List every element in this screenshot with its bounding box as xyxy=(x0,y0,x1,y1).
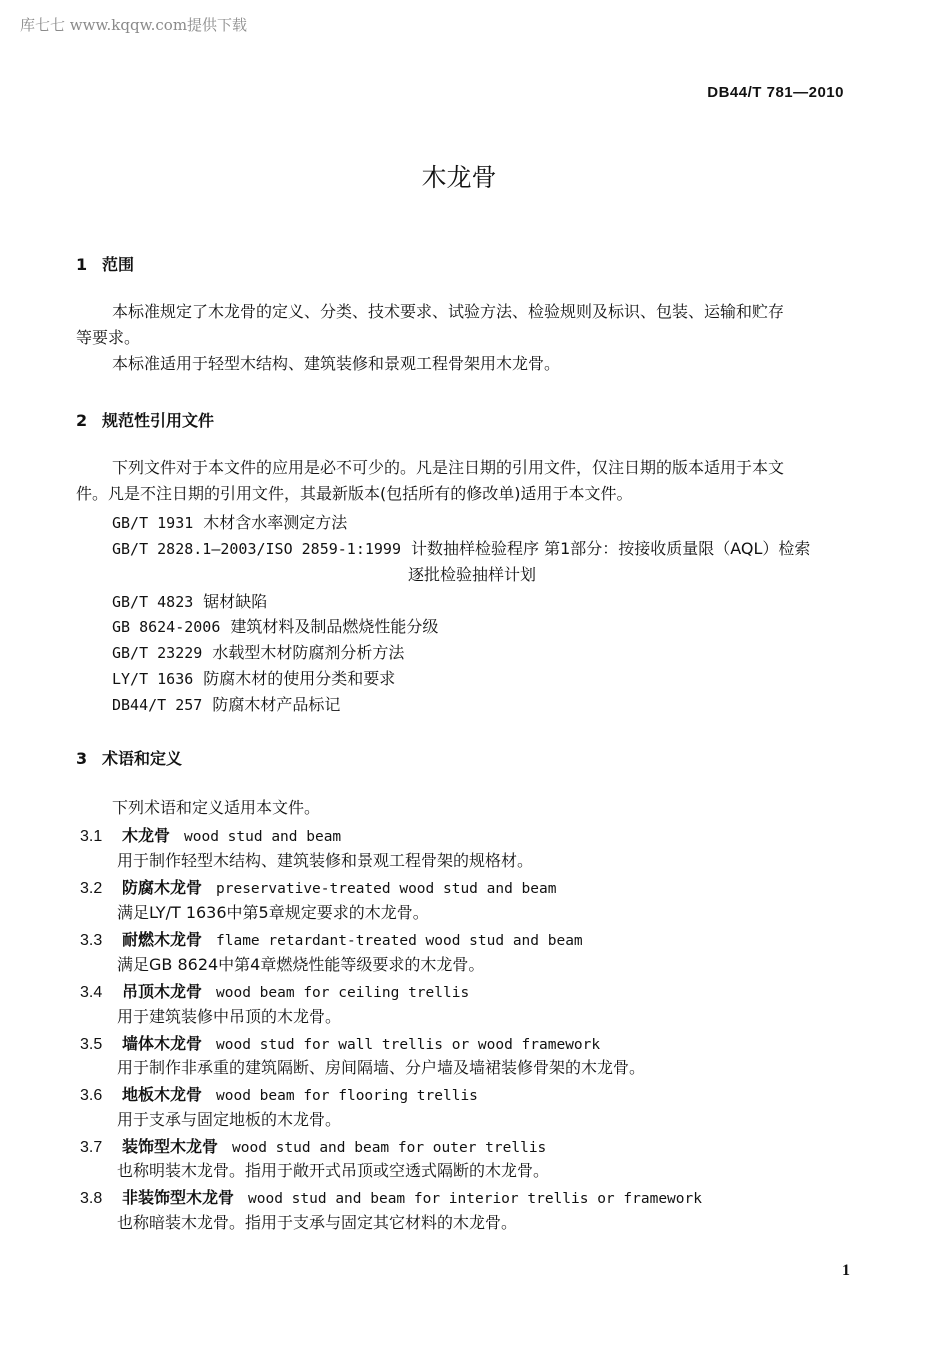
term-definition: 满足GB 8624中第4章燃烧性能等级要求的木龙骨。 xyxy=(117,955,485,974)
reference-code: GB/T 1931 xyxy=(112,514,194,532)
term-chinese: 墙体木龙骨 xyxy=(122,1034,203,1053)
section-title: 术语和定义 xyxy=(102,749,183,768)
reference-item xyxy=(112,536,810,559)
reference-name: 防腐木材的使用分类和要求 xyxy=(203,669,396,688)
term-english: wood stud for wall trellis or wood framework xyxy=(216,1037,601,1053)
reference-name: 木材含水率测定方法 xyxy=(203,513,348,532)
reference-code: GB/T 4823 xyxy=(112,593,194,611)
term-definition: 用于制作非承重的建筑隔断、房间隔墙、分户墙及墙裙装修骨架的木龙骨。 xyxy=(117,1058,646,1077)
term-heading xyxy=(80,927,583,950)
term-chinese: 非装饰型木龙骨 xyxy=(122,1188,235,1207)
section-2-heading xyxy=(76,408,214,431)
term-chinese: 防腐木龙骨 xyxy=(122,878,203,897)
term-number: 3.7 xyxy=(80,1139,103,1156)
term-chinese: 耐燃木龙骨 xyxy=(122,930,203,949)
term-number: 3.6 xyxy=(80,1087,103,1104)
reference-name-cont: 逐批检验抽样计划 xyxy=(408,565,537,584)
term-heading xyxy=(80,979,469,1002)
section-3-heading xyxy=(76,746,182,769)
reference-item xyxy=(112,589,267,612)
term-heading xyxy=(80,823,341,846)
section-number: 2 xyxy=(76,411,88,430)
section-1-heading xyxy=(76,252,134,275)
reference-name: 计数抽样检验程序 第1部分：按接收质量限（AQL）检索 xyxy=(410,539,811,558)
term-number: 3.3 xyxy=(80,932,103,949)
term-english: wood stud and beam xyxy=(184,829,342,845)
reference-name: 锯材缺陷 xyxy=(203,592,268,611)
reference-item xyxy=(112,510,347,533)
term-english: wood beam for flooring trellis xyxy=(216,1088,478,1104)
section-number: 1 xyxy=(76,255,88,274)
term-english: wood beam for ceiling trellis xyxy=(216,985,470,1001)
term-definition: 用于支承与固定地板的木龙骨。 xyxy=(117,1110,342,1129)
reference-name: 防腐木材产品标记 xyxy=(212,695,341,714)
term-heading xyxy=(80,1031,600,1054)
term-chinese: 地板木龙骨 xyxy=(122,1085,203,1104)
reference-code: GB 8624-2006 xyxy=(112,618,221,636)
reference-name: 水载型木材防腐剂分析方法 xyxy=(212,643,405,662)
term-number: 3.1 xyxy=(80,828,103,845)
term-number: 3.4 xyxy=(80,984,103,1001)
reference-item xyxy=(112,666,395,689)
reference-code: LY/T 1636 xyxy=(112,670,194,688)
standard-number: DB44/T 781—2010 xyxy=(707,84,844,101)
term-english: wood stud and beam for outer trellis xyxy=(232,1140,547,1156)
reference-code: GB/T 2828.1—2003/ISO 2859-1:1999 xyxy=(112,540,401,558)
page-number: 1 xyxy=(842,1262,850,1279)
section-title: 规范性引用文件 xyxy=(102,411,215,430)
term-heading xyxy=(80,1185,702,1208)
term-definition: 用于建筑装修中吊顶的木龙骨。 xyxy=(117,1007,342,1026)
reference-item xyxy=(112,692,340,715)
reference-name: 建筑材料及制品燃烧性能分级 xyxy=(230,617,439,636)
term-definition: 也称暗装木龙骨。指用于支承与固定其它材料的木龙骨。 xyxy=(117,1213,518,1232)
term-english: flame retardant-treated wood stud and beam xyxy=(216,933,583,949)
term-number: 3.2 xyxy=(80,880,103,897)
reference-code: GB/T 23229 xyxy=(112,644,203,662)
reference-code: DB44/T 257 xyxy=(112,696,203,714)
watermark: 库七七 www.kqqw.com提供下载 xyxy=(20,16,248,34)
term-heading xyxy=(80,875,556,898)
term-definition: 也称明装木龙骨。指用于敞开式吊顶或空透式隔断的木龙骨。 xyxy=(117,1161,550,1180)
term-definition: 用于制作轻型木结构、建筑装修和景观工程骨架的规格材。 xyxy=(117,851,534,870)
term-definition: 满足LY/T 1636中第5章规定要求的木龙骨。 xyxy=(117,903,429,922)
reference-item xyxy=(112,640,404,663)
page-title: 木龙骨 xyxy=(421,163,497,192)
term-number: 3.5 xyxy=(80,1036,103,1053)
scope-paragraph-1: 本标准规定了木龙骨的定义、分类、技术要求、试验方法、检验规则及标识、包装、运输和贮存 xyxy=(112,302,785,321)
term-chinese: 吊顶木龙骨 xyxy=(122,982,203,1001)
references-intro-cont: 件。凡是不注日期的引用文件，其最新版本(包括所有的修改单)适用于本文件。 xyxy=(76,484,633,503)
term-heading xyxy=(80,1082,478,1105)
scope-paragraph-2: 本标准适用于轻型木结构、建筑装修和景观工程骨架用木龙骨。 xyxy=(112,354,561,373)
terms-intro: 下列术语和定义适用本文件。 xyxy=(112,798,321,817)
term-english: preservative-treated wood stud and beam xyxy=(216,881,557,897)
references-intro: 下列文件对于本文件的应用是必不可少的。凡是注日期的引用文件，仅注日期的版本适用于本文 xyxy=(112,458,785,477)
term-english: wood stud and beam for interior trellis or framework xyxy=(248,1191,702,1207)
term-number: 3.8 xyxy=(80,1190,103,1207)
term-heading xyxy=(80,1134,546,1157)
reference-item xyxy=(112,614,438,637)
section-number: 3 xyxy=(76,749,88,768)
term-chinese: 装饰型木龙骨 xyxy=(122,1137,219,1156)
scope-paragraph-1-cont: 等要求。 xyxy=(76,328,141,347)
section-title: 范围 xyxy=(102,255,135,274)
term-chinese: 木龙骨 xyxy=(122,826,171,845)
